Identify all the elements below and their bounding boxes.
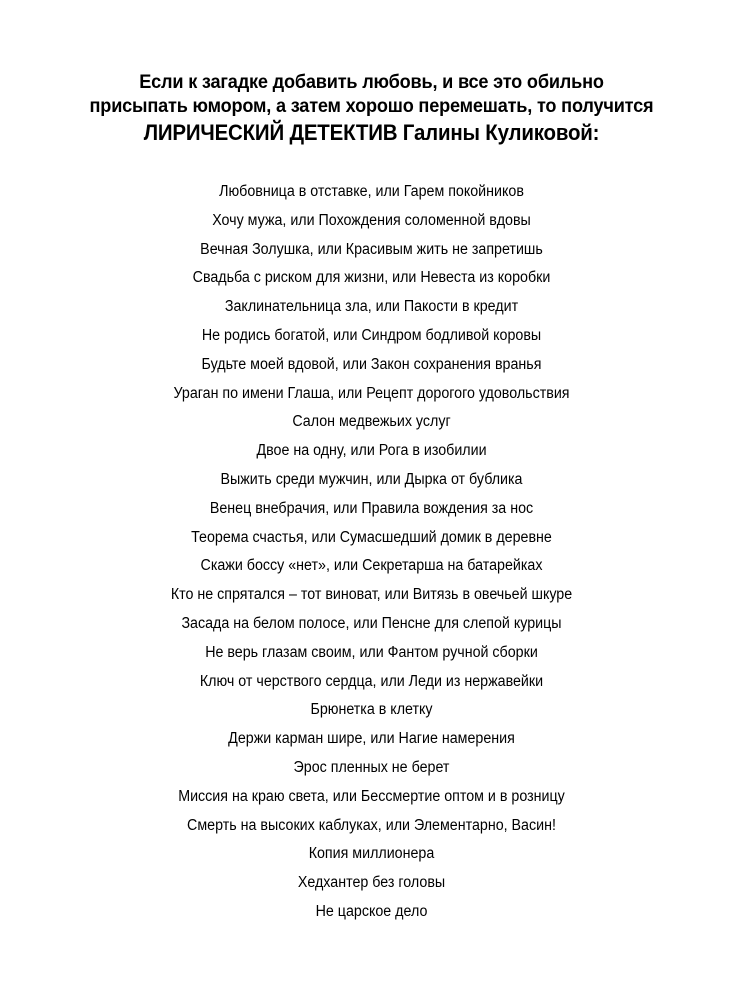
list-item: Ураган по имени Глаша, или Рецепт дорогого удовольствия [173,384,570,402]
list-item: Не родись богатой, или Синдром бодливой коровы [201,326,542,344]
list-item: Венец внебрачия, или Правила вождения за нос [209,499,534,517]
series-title: ЛИРИЧЕСКИЙ ДЕТЕКТИВ Галины Куликовой: [143,120,600,145]
list-item: Хедхантер без головы [297,874,446,892]
list-item: Миссия на краю света, или Бессмертие оптом и в розницу [178,787,565,805]
list-item: Копия миллионера [308,845,435,863]
list-item: Засада на белом полосе, или Пенсне для слепой курицы [181,614,562,632]
series-intro [63,70,680,148]
list-item: Не верь глазам своим, или Фантом ручной сборки [205,643,538,661]
list-item: Вечная Золушка, или Красивым жить не запретишь [200,240,543,258]
list-item: Будьте моей вдовой, или Закон сохранения вранья [201,355,542,373]
list-item: Заклинательница зла, или Пакости в кредит [224,298,519,316]
list-item: Салон медвежьих услуг [292,413,451,431]
list-item: Ключ от черствого сердца, или Леди из нержавейки [199,672,544,690]
list-item: Кто не спрятался – тот виноват, или Витязь в овечьей шкуре [170,586,573,604]
intro-line-2: присыпать юмором, а затем хорошо перемешать, то получится [89,95,654,117]
list-item: Теорема счастья, или Сумасшедший домик в деревне [191,528,552,546]
list-item: Хочу мужа, или Похождения соломенной вдовы [212,211,531,229]
list-item: Не царское дело [315,902,428,920]
intro-line-1: Если к загадке добавить любовь, и все это обильно [139,71,604,93]
list-item: Двое на одну, или Рога в изобилии [256,442,487,460]
list-item: Брюнетка в клетку [310,701,433,719]
list-item: Свадьба с риском для жизни, или Невеста из коробки [192,269,551,287]
list-item: Держи карман шире, или Нагие намерения [228,730,515,748]
list-item: Эрос пленных не берет [293,758,450,776]
list-item: Выжить среди мужчин, или Дырка от бублика [220,470,523,488]
list-item: Смерть на высоких каблуках, или Элементарно, Васин! [187,816,556,834]
list-item: Скажи боссу «нет», или Секретарша на батарейках [200,557,543,575]
book-titles-list [48,178,695,927]
list-item: Любовница в отставке, или Гарем покойников [219,183,524,200]
